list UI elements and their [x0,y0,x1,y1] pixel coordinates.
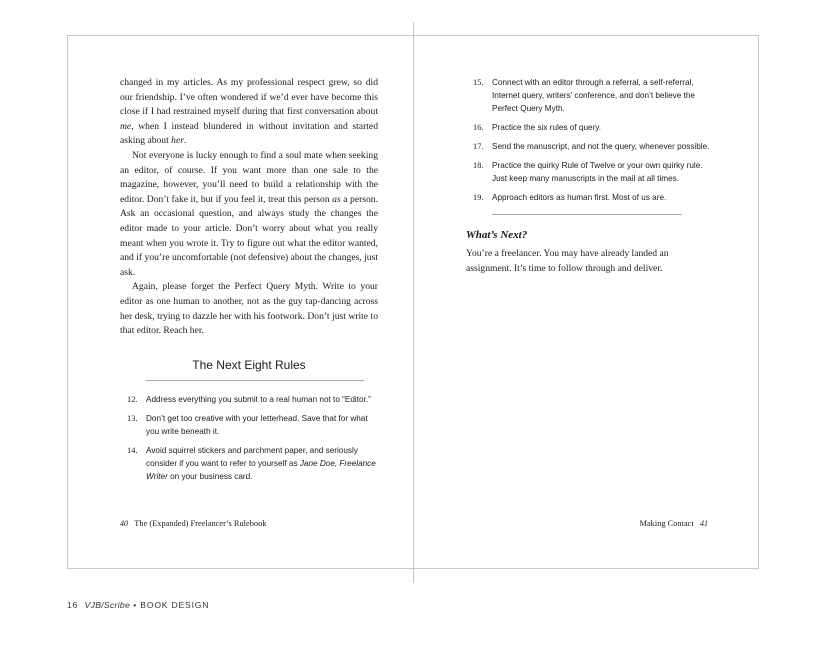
rule-number: 15. [473,78,484,87]
section-title: The Next Eight Rules [192,357,306,372]
text-run: Don’t get too creative with your letterhead. Save that for what you write beneath it. [146,413,368,436]
text-run: . [183,135,187,147]
text-run: Practice the quirky Rule of Twelve or your own quirky rule. Just keep many manuscripts in the mail at all times. [492,161,703,183]
rule-item [466,159,716,185]
rule-item [120,444,378,483]
section-divider [146,380,364,381]
text-run: changed in my articles. As my professional respect grew, so did our friendship. I’ve often wondered if we’d ever have become this close if I had restrained myself during that first conversation about [120,77,378,118]
right-rules-list [466,76,716,204]
italic-text: Jane Doe, Freelance Writer [146,458,376,481]
caption-page: 16 [67,600,79,610]
left-page-number: 40 [120,519,128,528]
text-run: a person. Ask an occasional question, and always study the changes the editor made to your article. Don’t worry about what you really meant when you wrote it. Try to figure out what the editor wanted, and if you’re uncomfortable (not defensive) about the changes, just ask. [120,193,378,278]
text-run: Not everyone is lucky enough to find a soul mate when seeking an editor, of course. If you want more than one sale to the magazine, however, you’ll need to build a relationship with the editor. Don’t fake it, but if you feel it, treat this person [120,149,378,205]
rule-item [466,191,716,204]
whats-next-heading: What’s Next? [466,229,528,241]
text-run: Send the manuscript, and not the query, whenever possible. [492,142,710,151]
rule-item [120,393,378,406]
rule-item [466,140,716,153]
rule-item [120,412,378,438]
body-paragraph [120,280,378,338]
text-run: Address everything you submit to a real human not to “Editor.” [146,394,371,404]
text-run: Again, please forget the Perfect Query Myth. Write to your editor as one human to another, not as the guy tap-dancing across her desk, trying to dazzle her with his footwork. Don’t just write to that editor. Reach her. [120,281,378,337]
right-page-number: 41 [700,519,708,528]
caption-brand: VJB/Scribe [84,600,131,610]
text-run: on your business card. [167,471,253,481]
right-running-title: Making Contact [639,519,694,528]
body-paragraph [120,76,378,149]
text-run: Practice the six rules of query. [492,123,602,132]
rule-number: 18. [473,161,484,170]
left-running-title: The (Expanded) Freelancer’s Rulebook [134,519,267,528]
body-paragraph [120,149,378,280]
caption-bullet: • [133,600,138,610]
left-page [120,76,378,489]
rule-number: 16. [473,123,484,132]
text-run: Avoid squirrel stickers and parchment paper, and seriously consider if you want to refer to yourself as [146,445,358,468]
rule-number: 19. [473,193,484,202]
rule-number: 14. [127,445,138,455]
italic-text: me [120,120,132,132]
rule-number: 17. [473,142,484,151]
whats-next-text: You’re a freelancer. You may have already landed an assignment. It’s time to follow through and deliver. [466,248,669,274]
italic-text: her [171,135,184,147]
section-divider [492,214,682,215]
rule-number: 12. [127,394,138,404]
text-run: , when I instead blundered in without invitation and started asking about [120,120,378,147]
left-rules-list [120,393,378,483]
portfolio-caption [67,600,209,610]
rule-item [466,121,716,134]
text-run: Approach editors as human first. Most of us are. [492,193,667,202]
right-folio [640,519,708,528]
italic-text: as [332,193,341,205]
text-run: Connect with an editor through a referral, a self-referral, Internet query, writers’ conference, and don’t believe the Perfect Query Myth. [492,78,695,113]
caption-title: BOOK DESIGN [140,600,210,610]
right-page [466,76,716,276]
left-folio [120,519,266,528]
spine-gutter [413,22,414,583]
rule-item [466,76,716,115]
rule-number: 13. [127,413,138,423]
left-body-text [120,76,378,339]
